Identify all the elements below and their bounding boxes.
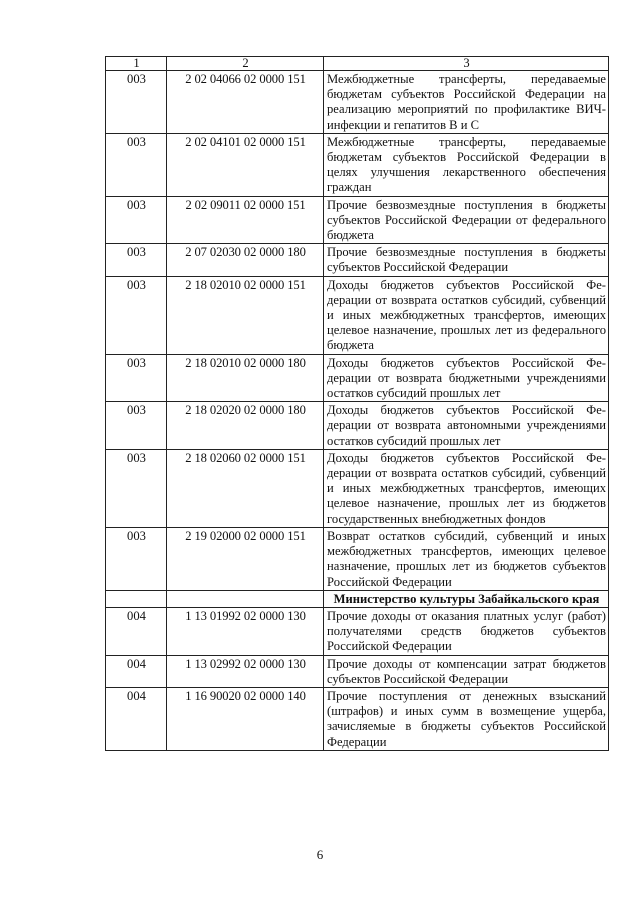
admin-code-cell: 003	[106, 402, 167, 450]
admin-code-cell: 003	[106, 276, 167, 354]
table-row	[106, 527, 609, 590]
revenue-code-cell: 1 16 90020 02 0000 140	[167, 687, 324, 750]
table-row	[106, 276, 609, 354]
column-header-3: 3	[324, 57, 609, 71]
revenue-name-cell: Доходы бюджетов субъектов Российской Федерации от возврата остатков субсидий, субвенций и иных межбюджетных трансфертов, имеющих целевое назначение, прошлых лет из федерального бюджета	[324, 276, 609, 354]
revenue-name-cell: Межбюджетные трансферты, передаваемые бюджетам субъектов Российской Федерации на реализацию мероприятий по профилактике ВИЧ-инфекции и гепатитов В и С	[324, 71, 609, 134]
table-row	[106, 196, 609, 244]
revenue-code-cell: 2 18 02060 02 0000 151	[167, 449, 324, 527]
admin-code-cell: 004	[106, 607, 167, 655]
admin-code-cell: 003	[106, 354, 167, 402]
group-row	[106, 590, 609, 607]
revenue-name-cell: Доходы бюджетов субъектов Российской Федерации от возврата остатков субсидий, субвенций и иных межбюджетных трансфертов, имеющих целевое назначение, прошлых лет из бюджетов государственных внебюджетных фондов	[324, 449, 609, 527]
table-row	[106, 133, 609, 196]
table-row	[106, 354, 609, 402]
admin-code-cell: 003	[106, 527, 167, 590]
admin-code-cell: 003	[106, 196, 167, 244]
table-row	[106, 402, 609, 450]
page-number: 6	[316, 847, 324, 862]
table-row	[106, 655, 609, 687]
table-row	[106, 71, 609, 134]
revenue-name-cell: Прочие безвозмездные поступления в бюджеты субъектов Российской Федерации от федерального бюджета	[324, 196, 609, 244]
table-row	[106, 607, 609, 655]
admin-code-cell	[106, 590, 167, 607]
table-row	[106, 687, 609, 750]
admin-code-cell: 003	[106, 71, 167, 134]
revenue-name-cell: Доходы бюджетов субъектов Российской Федерации от возврата бюджетными учреждениями остатков субсидий прошлых лет	[324, 354, 609, 402]
revenue-code-cell: 2 18 02010 02 0000 180	[167, 354, 324, 402]
revenue-code-cell	[167, 590, 324, 607]
revenue-name-cell: Прочие безвозмездные поступления в бюджеты субъектов Российской Федерации	[324, 244, 609, 276]
column-header-2: 2	[167, 57, 324, 71]
table-header	[106, 57, 609, 71]
revenue-name-cell: Прочие доходы от компенсации затрат бюджетов субъектов Российской Федерации	[324, 655, 609, 687]
revenue-name-cell: Доходы бюджетов субъектов Российской Федерации от возврата автономными учреждениями остатков субсидий прошлых лет	[324, 402, 609, 450]
revenue-name-cell: Возврат остатков субсидий, субвенций и иных межбюджетных трансфертов, имеющих целевое назначение, прошлых лет из бюджетов субъектов Российской Федерации	[324, 527, 609, 590]
revenue-codes-table	[105, 56, 609, 751]
revenue-code-cell: 2 19 02000 02 0000 151	[167, 527, 324, 590]
revenue-name-cell: Межбюджетные трансферты, передаваемые бюджетам субъектов Российской Федерации в целях улучшения лекарственного обеспечения граждан	[324, 133, 609, 196]
revenue-code-cell: 2 02 04101 02 0000 151	[167, 133, 324, 196]
revenue-code-cell: 2 02 04066 02 0000 151	[167, 71, 324, 134]
revenue-code-cell: 2 18 02010 02 0000 151	[167, 276, 324, 354]
column-header-1: 1	[106, 57, 167, 71]
header-row	[106, 57, 609, 71]
revenue-name-cell: Прочие доходы от оказания платных услуг (работ) получателями средств бюджетов субъектов Российской Федерации	[324, 607, 609, 655]
table-row	[106, 449, 609, 527]
revenue-code-cell: 1 13 02992 02 0000 130	[167, 655, 324, 687]
admin-code-cell: 004	[106, 655, 167, 687]
table-row	[106, 244, 609, 276]
revenue-name-cell: Прочие поступления от денежных взысканий (штрафов) и иных сумм в возмещение ущерба, зачисляемые в бюджеты субъектов Российской Федерации	[324, 687, 609, 750]
revenue-code-cell: 1 13 01992 02 0000 130	[167, 607, 324, 655]
ministry-group-title: Министерство культуры Забайкальского края	[324, 590, 609, 607]
revenue-code-cell: 2 02 09011 02 0000 151	[167, 196, 324, 244]
admin-code-cell: 003	[106, 244, 167, 276]
revenue-code-cell: 2 07 02030 02 0000 180	[167, 244, 324, 276]
admin-code-cell: 003	[106, 133, 167, 196]
revenue-code-cell: 2 18 02020 02 0000 180	[167, 402, 324, 450]
admin-code-cell: 004	[106, 687, 167, 750]
table-body	[106, 71, 609, 751]
admin-code-cell: 003	[106, 449, 167, 527]
